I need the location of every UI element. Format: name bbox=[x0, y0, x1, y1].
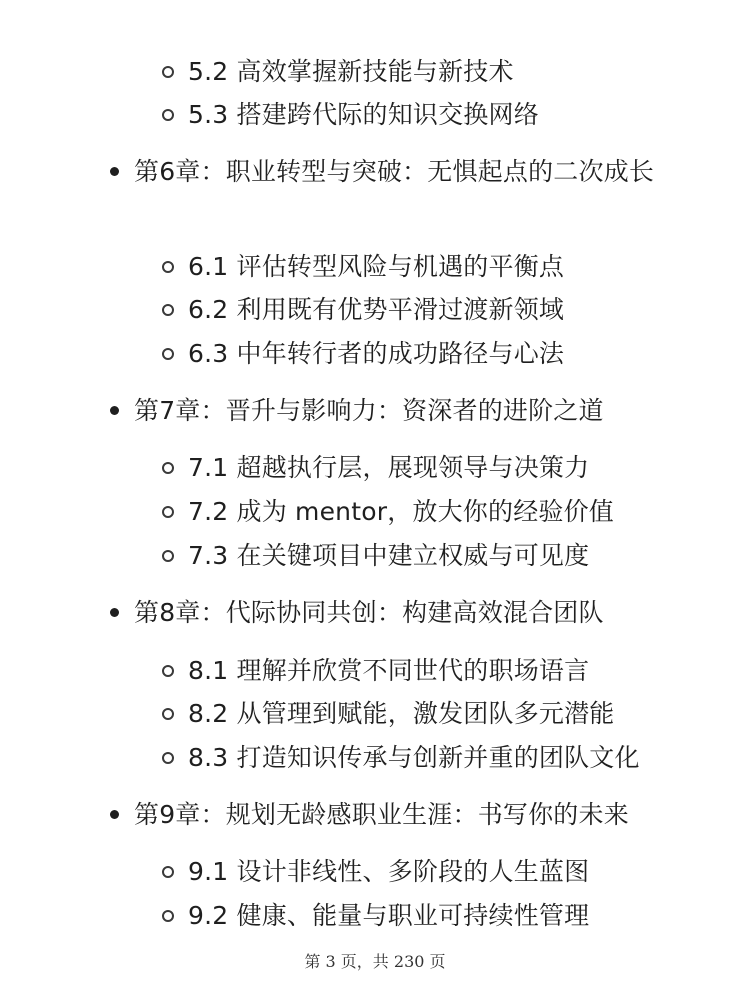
toc-subitem bbox=[0, 492, 750, 532]
toc-chapter-title: 第9章：规划无龄感职业生涯：书写你的未来 bbox=[134, 800, 629, 829]
filled-circle-bullet-icon bbox=[110, 167, 119, 176]
toc-subitem bbox=[0, 52, 750, 92]
toc-subitem-label: 6.1 评估转型风险与机遇的平衡点 bbox=[188, 252, 565, 281]
hollow-circle-bullet-icon bbox=[162, 866, 174, 878]
toc-subitem bbox=[0, 247, 750, 287]
hollow-circle-bullet-icon bbox=[162, 66, 174, 78]
toc-chapter-title: 第8章：代际协同共创：构建高效混合团队 bbox=[134, 598, 604, 627]
toc-subitem bbox=[0, 852, 750, 892]
hollow-circle-bullet-icon bbox=[162, 708, 174, 720]
toc-subitem-label: 7.3 在关键项目中建立权威与可见度 bbox=[188, 541, 590, 570]
toc-subitem-label: 6.3 中年转行者的成功路径与心法 bbox=[188, 339, 565, 368]
toc-subitem-label: 8.2 从管理到赋能，激发团队多元潜能 bbox=[188, 699, 615, 728]
hollow-circle-bullet-icon bbox=[162, 910, 174, 922]
hollow-circle-bullet-icon bbox=[162, 261, 174, 273]
toc-subitem-label: 9.1 设计非线性、多阶段的人生蓝图 bbox=[188, 857, 590, 886]
filled-circle-bullet-icon bbox=[110, 608, 119, 617]
hollow-circle-bullet-icon bbox=[162, 506, 174, 518]
toc-subitem-label: 7.2 成为 mentor，放大你的经验价值 bbox=[188, 497, 615, 526]
hollow-circle-bullet-icon bbox=[162, 665, 174, 677]
hollow-circle-bullet-icon bbox=[162, 462, 174, 474]
toc-subitem bbox=[0, 896, 750, 936]
hollow-circle-bullet-icon bbox=[162, 550, 174, 562]
toc-subitem bbox=[0, 334, 750, 374]
toc-subitem bbox=[0, 448, 750, 488]
toc-subitem-label: 6.2 利用既有优势平滑过渡新领域 bbox=[188, 295, 565, 324]
toc-subitem-label: 8.1 理解并欣赏不同世代的职场语言 bbox=[188, 656, 590, 685]
filled-circle-bullet-icon bbox=[110, 406, 119, 415]
toc-subitem bbox=[0, 651, 750, 691]
toc-subitem-label: 7.1 超越执行层，展现领导与决策力 bbox=[188, 453, 590, 482]
toc-chapter-title: 第6章：职业转型与突破：无惧起点的二次成长 bbox=[134, 157, 655, 186]
hollow-circle-bullet-icon bbox=[162, 304, 174, 316]
toc-subitem-label: 8.3 打造知识传承与创新并重的团队文化 bbox=[188, 743, 640, 772]
page-number-footer: 第 3 页，共 230 页 bbox=[304, 952, 446, 971]
toc-subitem-label: 5.3 搭建跨代际的知识交换网络 bbox=[188, 100, 539, 129]
toc-chapter-title: 第7章：晋升与影响力：资深者的进阶之道 bbox=[134, 396, 604, 425]
hollow-circle-bullet-icon bbox=[162, 109, 174, 121]
hollow-circle-bullet-icon bbox=[162, 348, 174, 360]
toc-subitem bbox=[0, 694, 750, 734]
toc-subitem-label: 9.2 健康、能量与职业可持续性管理 bbox=[188, 901, 590, 930]
hollow-circle-bullet-icon bbox=[162, 752, 174, 764]
toc-subitem bbox=[0, 536, 750, 576]
toc-subitem-label: 5.2 高效掌握新技能与新技术 bbox=[188, 57, 514, 86]
toc-subitem bbox=[0, 738, 750, 778]
toc-subitem bbox=[0, 290, 750, 330]
filled-circle-bullet-icon bbox=[110, 810, 119, 819]
toc-subitem bbox=[0, 95, 750, 135]
